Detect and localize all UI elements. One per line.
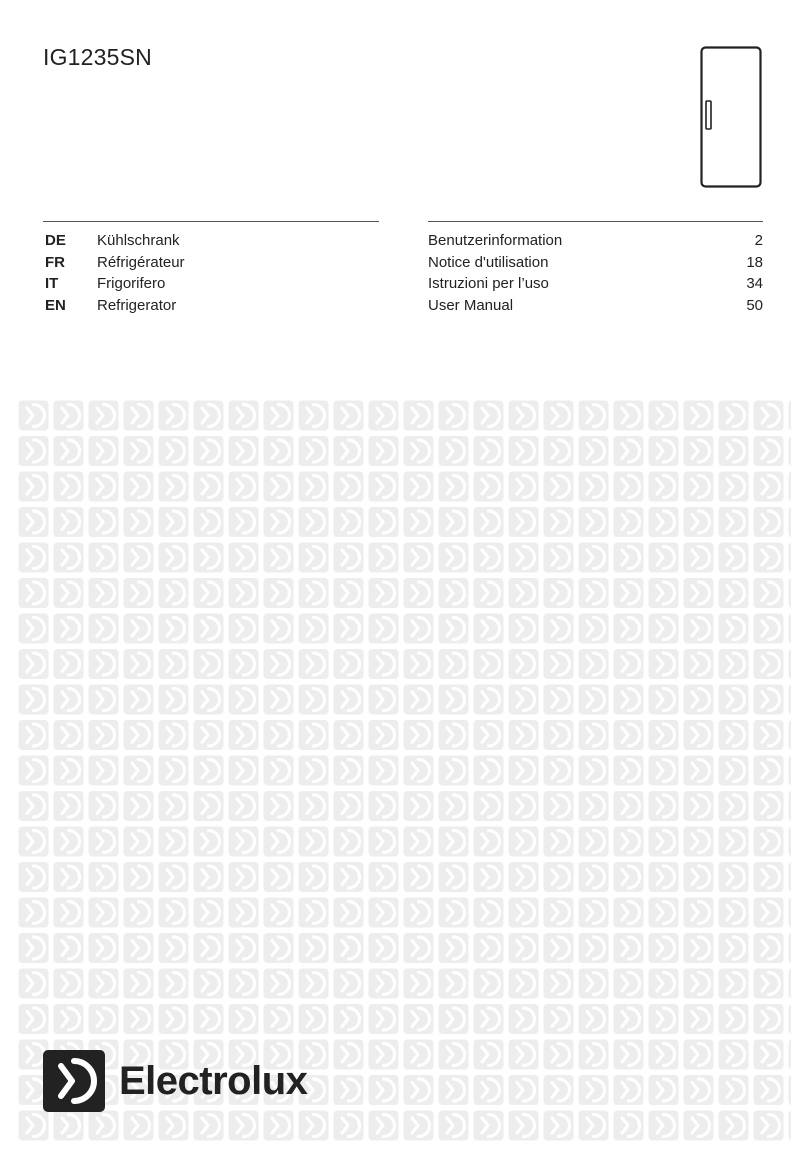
- page-number: 34: [746, 275, 763, 292]
- brand-logo: [43, 1050, 307, 1112]
- language-code: EN: [45, 296, 66, 314]
- document-title: Benutzerinformation: [428, 232, 563, 249]
- page-number: 50: [746, 296, 763, 314]
- list-item[interactable]: [428, 230, 763, 252]
- brand-name: Electrolux: [119, 1058, 308, 1103]
- model-title: IG1235SN: [43, 44, 152, 70]
- list-item: [43, 273, 379, 295]
- list-item: [43, 295, 379, 317]
- product-name: Réfrigérateur: [97, 253, 185, 271]
- product-name: Kühlschrank: [97, 232, 180, 249]
- list-item: [43, 230, 379, 252]
- electrolux-logo-icon: [43, 1050, 105, 1112]
- list-item: [43, 252, 379, 274]
- language-product-list: [43, 221, 379, 316]
- page-number: 18: [746, 253, 763, 271]
- language-code: FR: [45, 253, 65, 271]
- product-name: Refrigerator: [97, 296, 177, 314]
- document-title: Istruzioni per l’uso: [428, 275, 549, 292]
- list-item[interactable]: [428, 252, 763, 274]
- language-code: DE: [45, 232, 66, 249]
- document-title: Notice d'utilisation: [428, 253, 549, 271]
- fridge-icon: [700, 46, 762, 188]
- document-title: User Manual: [428, 296, 514, 314]
- page-number: 2: [754, 232, 763, 249]
- document-page-list: [428, 221, 763, 316]
- list-item[interactable]: [428, 273, 763, 295]
- list-item[interactable]: [428, 295, 763, 317]
- electrolux-logo-pattern: [16, 398, 791, 1143]
- product-name: Frigorifero: [97, 275, 166, 292]
- language-code: IT: [45, 275, 59, 292]
